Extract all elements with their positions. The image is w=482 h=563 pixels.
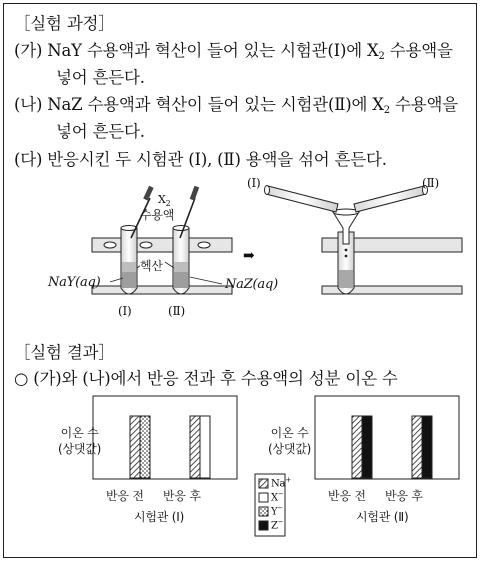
arrow-icon: ➡ (243, 248, 255, 264)
chart-2-cat-after: 반응 후 (385, 489, 423, 503)
x2-solution-label: 수용액 (140, 208, 175, 222)
legend-swatch-y (259, 507, 268, 516)
hexane-label: 헥산 (140, 259, 163, 273)
naz-label: NaZ(aq) (225, 277, 278, 292)
pouring-tube-2 (354, 186, 428, 213)
nay-label: NaY(aq) (48, 275, 101, 290)
chart-2-frame (315, 396, 459, 479)
legend-label-x (271, 490, 284, 503)
legend-charge-x: − (277, 490, 284, 498)
tube-2-label: (Ⅱ) (168, 304, 185, 318)
step-da: (다) 반응시킨 두 시험관 (Ⅰ), (Ⅱ) 용액을 섞어 흔든다. (14, 150, 387, 169)
pour-tube-1-label: (Ⅰ) (247, 176, 261, 190)
legend-label-na (271, 476, 291, 489)
step-na-text: (나) NaZ 수용액과 혁산이 들어 있는 시험관(Ⅱ)에 X (14, 95, 384, 114)
chart-2-bar-after-z (422, 416, 432, 478)
results-heading: ［실험 결과］ (14, 343, 115, 362)
legend-ion-na: Na (271, 478, 286, 490)
legend-ion-x: X (271, 492, 278, 504)
chart-1-bar-after-x (200, 416, 210, 478)
step-ga-text: (가) NaY 수용액과 혁산이 들어 있는 시험관(Ⅰ)에 X (14, 41, 379, 60)
chart-2-bar-before-na (352, 416, 362, 478)
x2-text: X (158, 193, 166, 206)
chart-2-bar-before-z (362, 416, 372, 478)
legend-swatch-x (259, 493, 268, 502)
step-ga-line2: 넣어 흔든다. (56, 68, 145, 87)
legend-label-y (271, 504, 283, 517)
chart-1-bar-before-y (140, 416, 150, 478)
chart-1-ylabel: 이온 수 (상댓값) (58, 426, 102, 456)
legend-swatch-z (259, 521, 268, 530)
pour-tube-2-label: (Ⅱ) (422, 176, 439, 190)
chart-1-bar-after-na (190, 416, 200, 478)
step-ga-subscript: 2 (378, 51, 385, 62)
legend-charge-y: − (277, 504, 284, 512)
legend-charge-na: + (285, 476, 291, 484)
step-na-line2: 넣어 흔든다. (56, 122, 145, 141)
step-na-subscript: 2 (383, 105, 390, 116)
legend-charge-z: − (277, 518, 284, 526)
chart-2-cat-before: 반응 전 (328, 489, 366, 503)
pouring-tube-1 (265, 186, 339, 213)
procedure-heading: ［실험 과정］ (14, 14, 115, 33)
results-statement: ○ (가)와 (나)에서 반응 전과 후 수용액의 성분 이온 수 (14, 369, 398, 388)
chart-2-title: 시험관 (Ⅱ) (356, 510, 409, 524)
step-ga-text-end: 수용액을 (384, 41, 453, 60)
x2-subscript: 2 (165, 199, 171, 208)
chart-1-bar-before-na (130, 416, 140, 478)
chart-1-cat-after: 반응 후 (163, 489, 201, 503)
step-na-text-end: 수용액을 (389, 95, 458, 114)
tube-1-label: (Ⅰ) (118, 304, 132, 318)
chart-1-frame (93, 396, 237, 479)
chart-2-ylabel: 이온 수 (상댓값) (268, 426, 312, 456)
chart-1-title: 시험관 (Ⅰ) (134, 510, 185, 524)
chart-2-bar-after-na (412, 416, 422, 478)
legend-label-z (271, 518, 283, 531)
legend-ion-z: Z (271, 520, 278, 532)
chart-1-cat-before: 반응 전 (106, 489, 144, 503)
test-tube-1 (121, 226, 137, 295)
legend-ion-y: Y (271, 506, 278, 518)
dropper-2 (180, 186, 199, 238)
legend-swatch-na (259, 479, 268, 488)
